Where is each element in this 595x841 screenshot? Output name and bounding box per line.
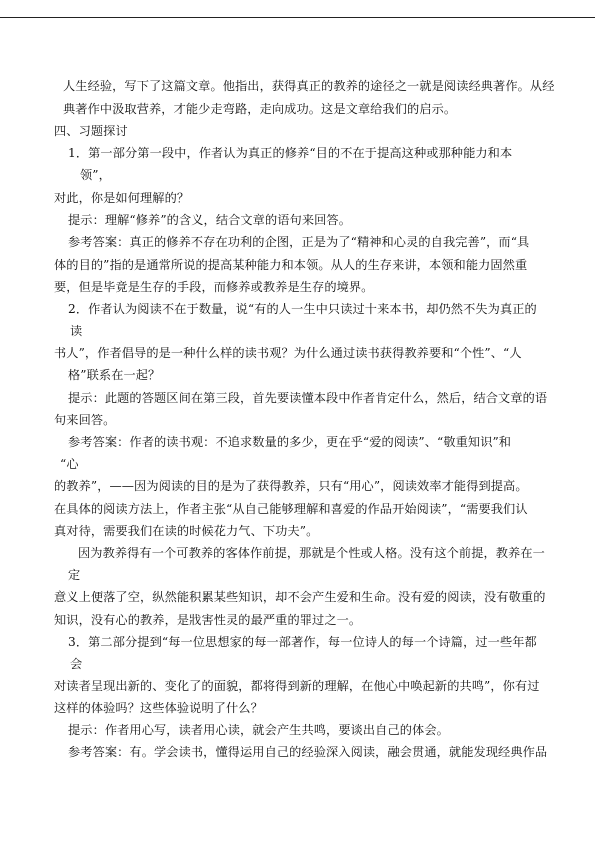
text-line: 知识，没有心的教养，是戕害性灵的最严重的罪过之一。 <box>54 613 362 627</box>
text-line: 要，但是毕竟是生存的手段，而修养或教养是生存的境界。 <box>54 280 374 294</box>
text-line: 格”联系在一起？ <box>68 368 161 382</box>
text-line: 读 <box>70 324 83 338</box>
text-line: “心 <box>60 457 79 471</box>
answer-line: 参考答案：有。学会读书，懂得运用自己的经验深入阅读，融会贯通，就能发现经典作品 <box>68 745 548 759</box>
text-line: 这样的体验吗？这些体验说明了什么？ <box>54 701 263 715</box>
text-line: 典著作中汲取营养，才能少走弯路，走向成功。这是文章给我们的启示。 <box>63 102 457 116</box>
hint-line: 提示：此题的答题区间在第三段，首先要读懂本段中作者肯定什么，然后，结合文章的语 <box>68 391 548 405</box>
text-line: 定 <box>68 568 81 582</box>
text-line: 真对待，需要我们在读的时候花力气、下功夫”。 <box>54 524 319 538</box>
text-line: 体的目的”指的是通常所说的提高某种能力和本领。从人的生存来讲，本领和能力固然重 <box>54 258 528 272</box>
text-line: 书人”，作者倡导的是一种什么样的读书观？为什么通过读书获得教养要和“个性”、“人 <box>54 346 522 360</box>
text-line: 对此，你是如何理解的？ <box>54 191 190 205</box>
question-line: 1．第一部分第一段中，作者认为真正的修养“目的不在于提高这种或那种能力和本 <box>68 146 513 160</box>
text-line: 领”， <box>80 168 111 182</box>
text-line: 因为教养得有一个可教养的客体作前提，那就是个性或人格。没有这个前提，教养在一 <box>78 546 545 560</box>
text-line: 人生经验，写下了这篇文章。他指出，获得真正的教养的途径之一就是阅读经典著作。从经 <box>63 79 555 93</box>
hint-line: 提示：理解“修养”的含义，结合文章的语句来回答。 <box>68 213 351 227</box>
text-line: 的教养”，——因为阅读的目的是为了获得教养，只有“用心”，阅读效率才能得到提高。 <box>54 479 528 493</box>
question-line: 3．第二部分提到“每一位思想家的每一部著作，每一位诗人的每一个诗篇，过一些年都 <box>68 635 537 649</box>
answer-line: 参考答案：真正的修养不存在功利的企图，正是为了“精神和心灵的自我完善”，而“具 <box>68 235 530 249</box>
text-line: 句来回答。 <box>54 413 116 427</box>
header-rule <box>0 17 595 18</box>
text-line: 对读者呈现出新的、变化了的面貌，都将得到新的理解，在他心中唤起新的共鸣”，你有过 <box>54 679 540 693</box>
hint-line: 提示：作者用心写，读者用心读，就会产生共鸣，要谈出自己的体会。 <box>68 723 449 737</box>
section-heading: 四、习题探讨 <box>54 124 128 138</box>
text-line: 在具体的阅读方法上，作者主张“从自己能够理解和喜爱的作品开始阅读”，“需要我们认 <box>54 502 528 516</box>
question-line: 2．作者认为阅读不在于数量，说“有的人一生中只读过十来本书，却仍然不失为真正的 <box>68 302 537 316</box>
text-line: 会 <box>70 657 83 671</box>
text-line: 意义上便落了空，纵然能积累某些知识，却不会产生爱和生命。没有爱的阅读，没有敬重的 <box>54 590 546 604</box>
answer-line: 参考答案：作者的读书观：不追求数量的多少，更在乎“爱的阅读”、“敬重知识”和 <box>68 435 512 449</box>
